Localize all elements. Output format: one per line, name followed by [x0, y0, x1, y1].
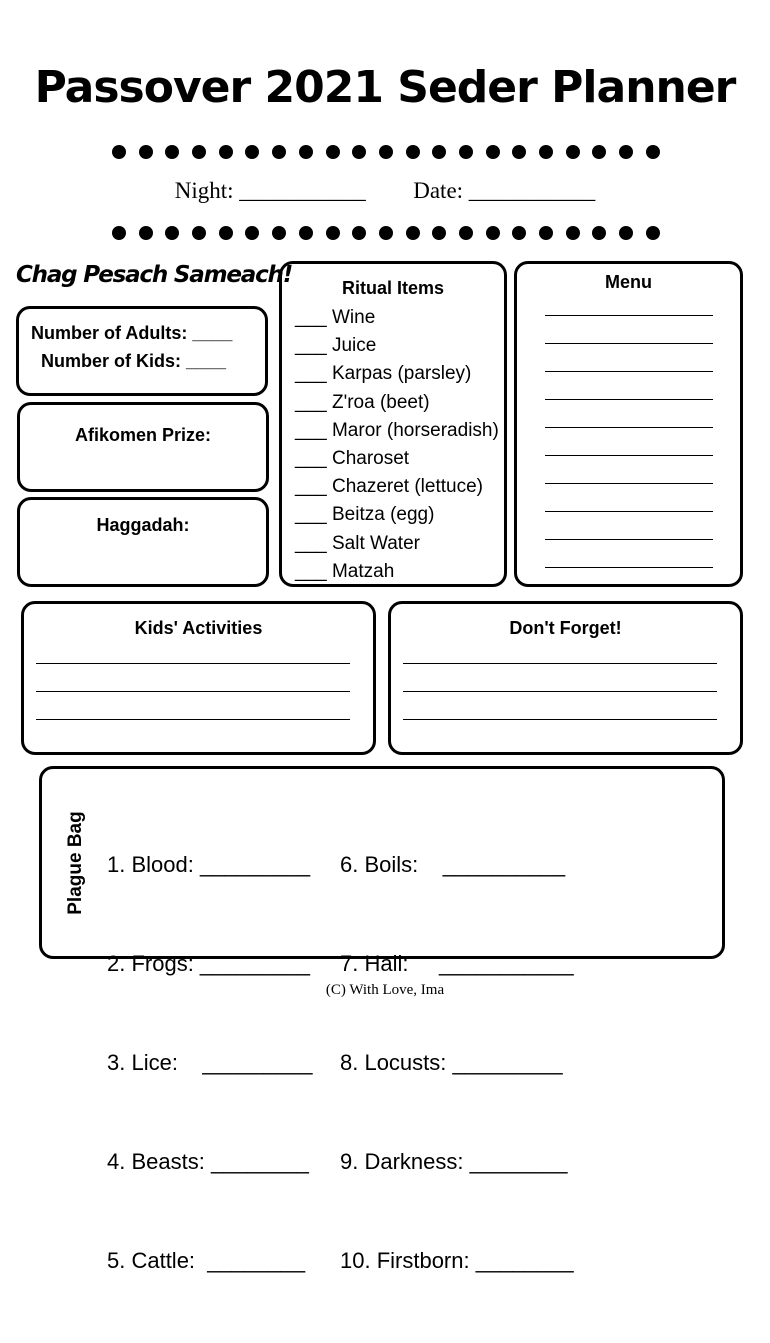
haggadah-label: Haggadah:	[96, 515, 190, 535]
kids-activities-box	[21, 601, 376, 755]
plague-list-right	[340, 782, 574, 1343]
page-title: Passover 2021 Seder Planner	[34, 62, 736, 113]
menu-line[interactable]	[545, 427, 713, 428]
kids-activity-line[interactable]	[36, 719, 350, 720]
plague-item[interactable]: 7. Hail: ___________	[340, 951, 574, 976]
greeting: Chag Pesach Sameach!	[16, 262, 292, 288]
guest-count-box	[16, 306, 268, 396]
ritual-item[interactable]: ___ Wine	[295, 307, 376, 328]
ritual-item[interactable]: ___ Salt Water	[295, 532, 420, 554]
ritual-item[interactable]: ___ Chazeret (lettuce)	[295, 476, 483, 498]
menu-line[interactable]	[545, 315, 713, 316]
afikomen-box	[17, 402, 269, 492]
footer-credit: (C) With Love, Ima	[325, 982, 445, 998]
menu-line[interactable]	[545, 483, 713, 484]
ritual-items-heading: Ritual Items	[341, 278, 445, 298]
plague-item[interactable]: 3. Lice: _________	[107, 1050, 313, 1075]
plague-item[interactable]: 10. Firstborn: ________	[340, 1248, 574, 1273]
ritual-item[interactable]: ___ Z'roa (beet)	[295, 391, 430, 413]
menu-line[interactable]	[545, 455, 713, 456]
kids-count-field[interactable]: Number of Kids: ____	[41, 351, 227, 371]
night-date-row	[0, 178, 770, 204]
ritual-items-box	[279, 261, 507, 587]
dot-divider-bottom	[112, 223, 660, 243]
dont-forget-line[interactable]	[403, 719, 717, 720]
kids-activity-line[interactable]	[36, 663, 350, 664]
dont-forget-line[interactable]	[403, 691, 717, 692]
plague-item[interactable]: 9. Darkness: ________	[340, 1149, 568, 1174]
ritual-item[interactable]: ___ Beitza (egg)	[295, 504, 435, 526]
date-field[interactable]: Date: ___________	[413, 178, 596, 203]
menu-line[interactable]	[545, 539, 713, 540]
plague-item[interactable]: 5. Cattle: ________	[107, 1248, 306, 1273]
haggadah-box	[17, 497, 269, 587]
menu-line[interactable]	[545, 343, 713, 344]
menu-line[interactable]	[545, 567, 713, 568]
kids-activities-heading: Kids' Activities	[134, 618, 263, 638]
ritual-item[interactable]: ___ Juice	[295, 335, 377, 357]
menu-box	[514, 261, 743, 587]
menu-line[interactable]	[545, 399, 713, 400]
ritual-item[interactable]: ___ Matzah	[295, 560, 395, 582]
kids-activity-line[interactable]	[36, 691, 350, 692]
menu-heading: Menu	[605, 272, 652, 292]
ritual-item[interactable]: ___ Maror (horseradish)	[295, 419, 499, 441]
dont-forget-line[interactable]	[403, 663, 717, 664]
ritual-item[interactable]: ___ Karpas (parsley)	[295, 363, 472, 385]
plague-item[interactable]: 4. Beasts: ________	[107, 1149, 309, 1174]
dont-forget-heading: Don't Forget!	[509, 618, 622, 638]
night-field[interactable]: Night: ___________	[174, 178, 366, 203]
plague-item[interactable]: 1. Blood: _________	[107, 852, 311, 877]
menu-line[interactable]	[545, 511, 713, 512]
menu-line[interactable]	[545, 371, 713, 372]
dot-divider-top	[112, 142, 660, 162]
plague-item[interactable]: 2. Frogs: _________	[107, 951, 311, 976]
plague-item[interactable]: 8. Locusts: _________	[340, 1050, 563, 1075]
plague-item[interactable]: 6. Boils: __________	[340, 852, 566, 877]
adults-count-field[interactable]: Number of Adults: ____	[31, 323, 233, 343]
plague-list-left	[107, 782, 313, 1343]
ritual-item[interactable]: ___ Charoset	[295, 448, 410, 470]
ritual-items-list	[295, 304, 499, 586]
afikomen-label: Afikomen Prize:	[74, 425, 212, 445]
dont-forget-box	[388, 601, 743, 755]
plague-bag-label: Plague Bag	[65, 811, 86, 915]
